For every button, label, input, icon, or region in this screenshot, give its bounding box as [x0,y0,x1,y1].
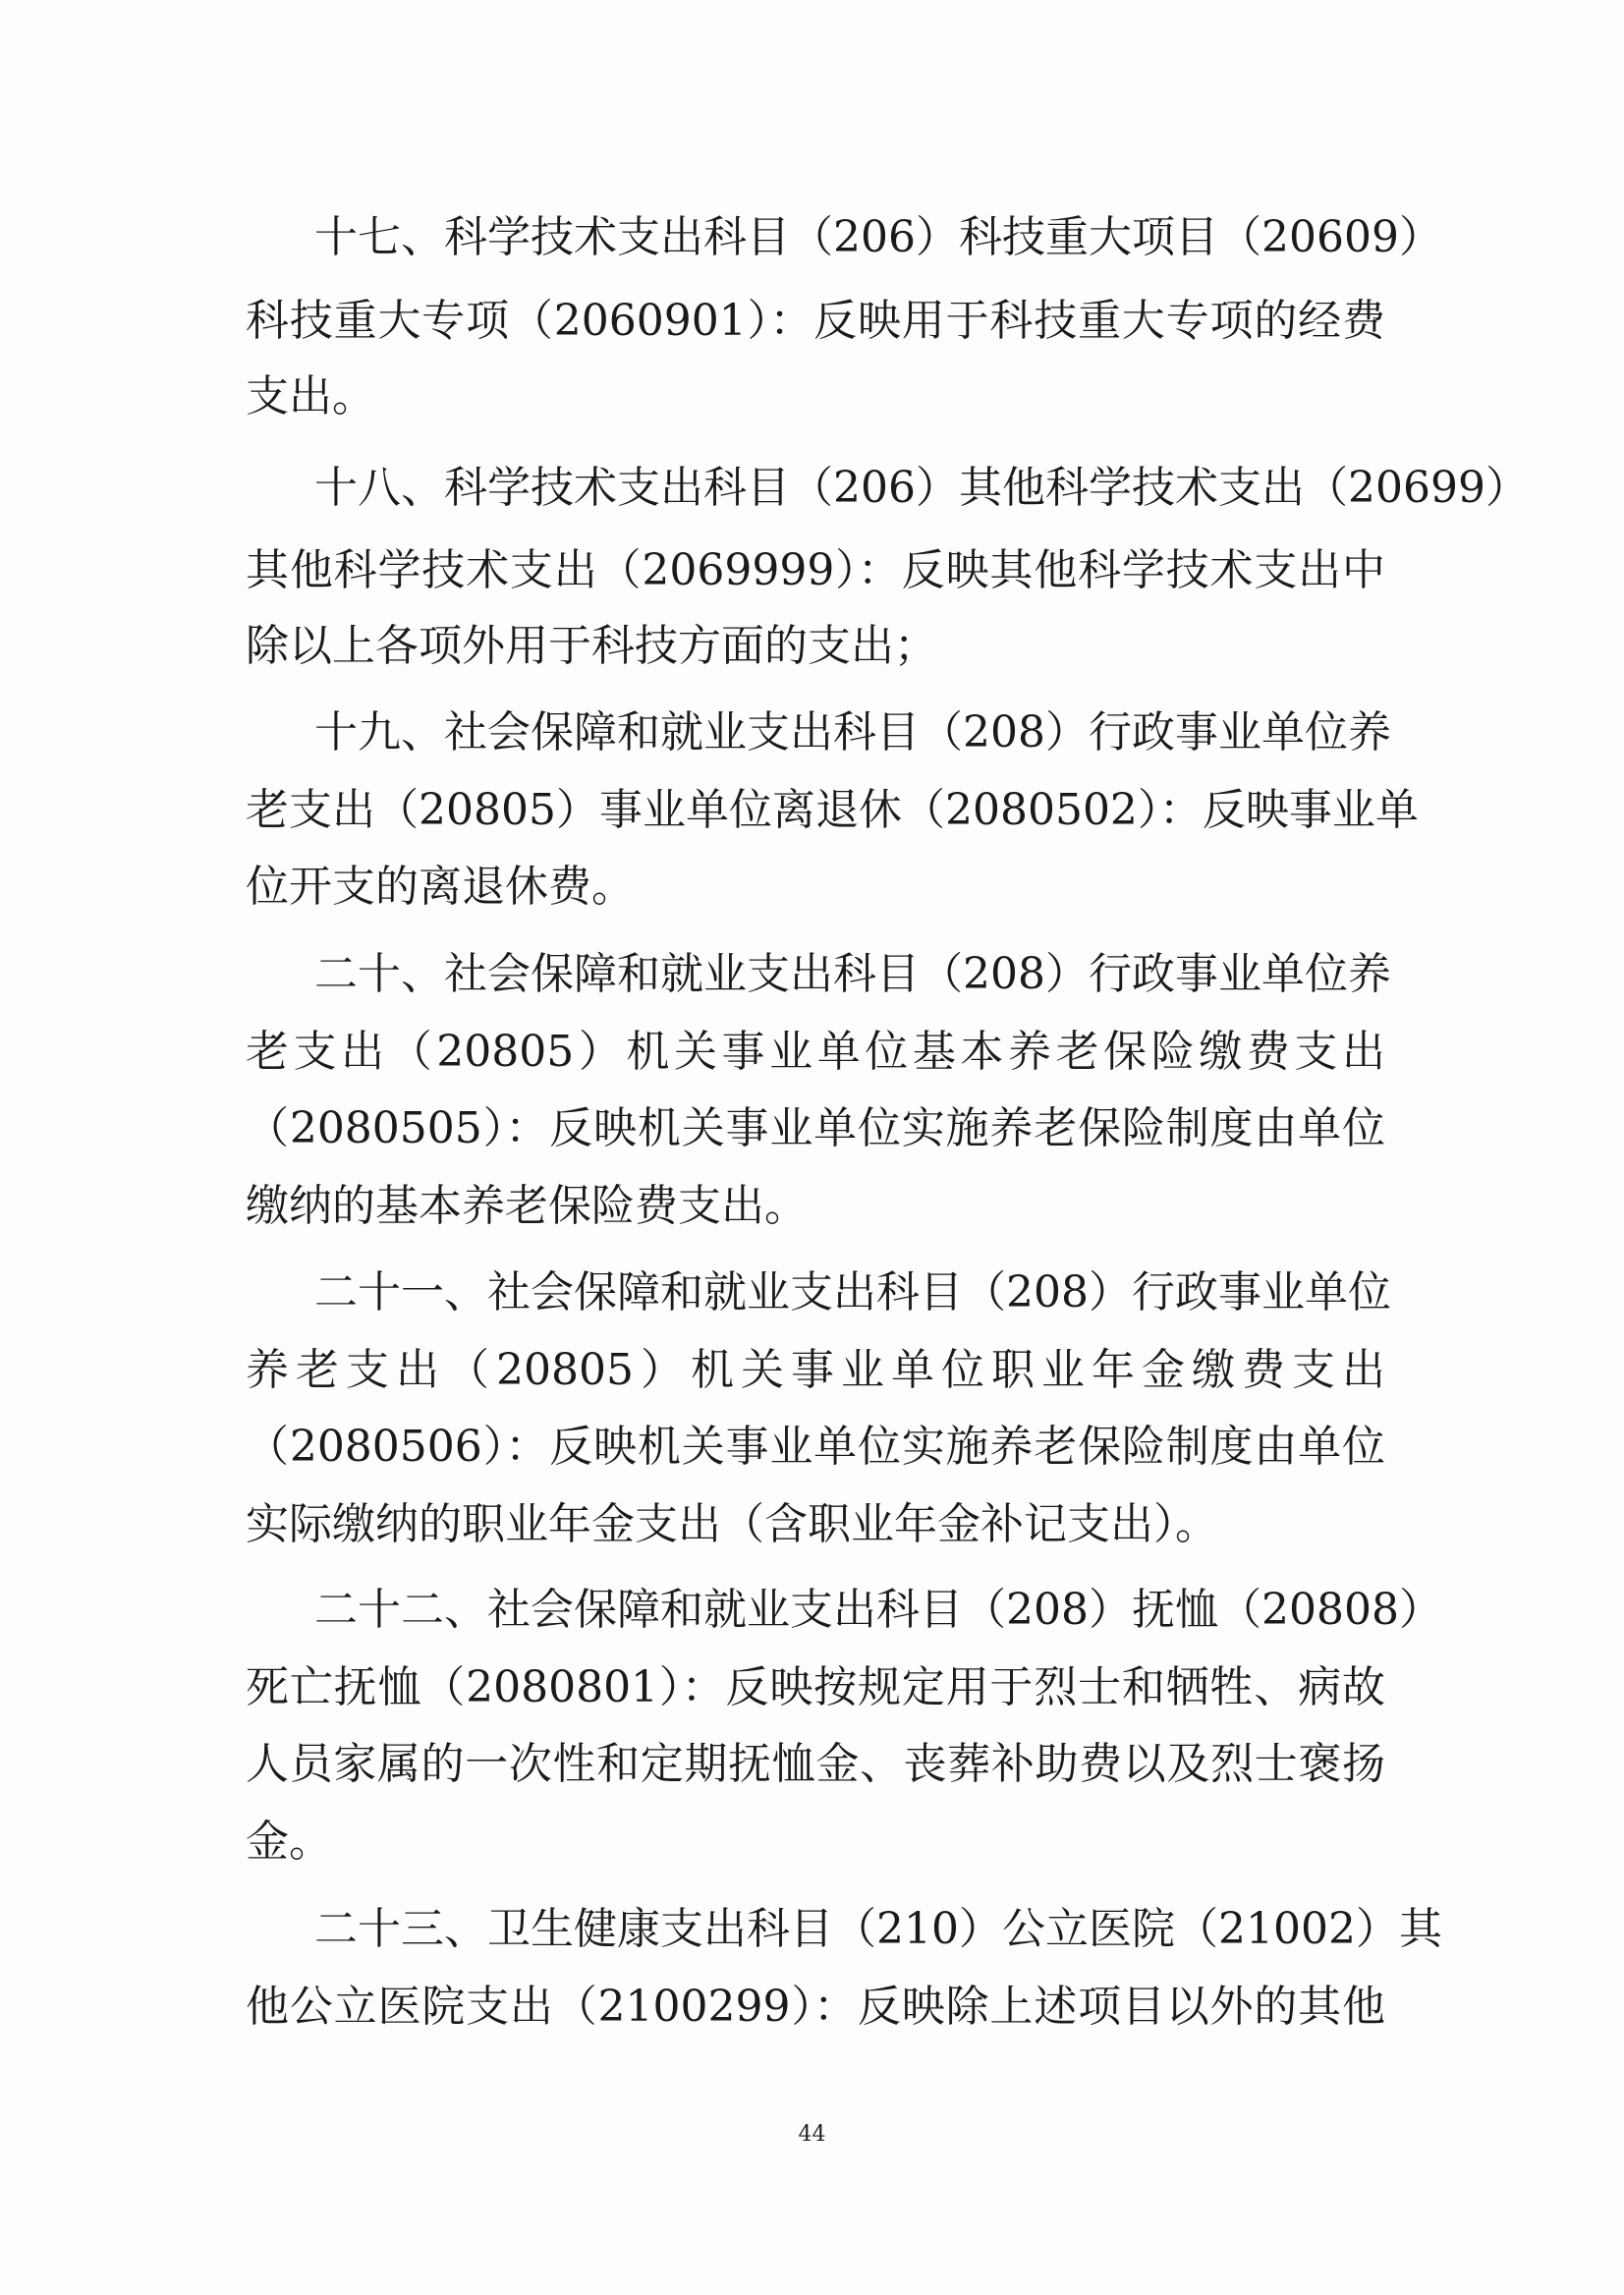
paragraph-20-line-2: 老支出（20805）机关事业单位基本养老保险缴费支出 [246,1027,1385,1077]
paragraph-19-line-1: 十九、社会保障和就业支出科目（208）行政事业单位养 [314,707,1391,757]
paragraph-19-line-2: 老支出（20805）事业单位离退休（2080502）：反映事业单 [246,785,1419,835]
paragraph-18-line-1: 十八、科学技术支出科目（206）其他科学技术支出（20699） [314,463,1529,513]
paragraph-18-line-3: 除以上各项外用于科技方面的支出； [246,621,937,671]
paragraph-20-line-1: 二十、社会保障和就业支出科目（208）行政事业单位养 [314,949,1391,999]
paragraph-19-line-3: 位开支的离退休费。 [246,862,635,912]
paragraph-17-line-3: 支出。 [246,371,375,421]
page-number: 44 [798,2122,826,2147]
paragraph-17-line-2: 科技重大专项（2060901）：反映用于科技重大专项的经费 [246,296,1385,346]
paragraph-22-line-2: 死亡抚恤（2080801）：反映按规定用于烈士和牺牲、病故 [246,1662,1385,1712]
paragraph-22-line-4: 金。 [246,1817,332,1867]
paragraph-21-line-3: （2080506）：反映机关事业单位实施养老保险制度由单位 [246,1422,1385,1472]
paragraph-23-line-2: 他公立医院支出（2100299）：反映除上述项目以外的其他 [246,1982,1385,2032]
paragraph-18-line-2: 其他科学技术支出（2069999）：反映其他科学技术支出中 [246,545,1385,595]
paragraph-20-line-3: （2080505）：反映机关事业单位实施养老保险制度由单位 [246,1103,1385,1153]
paragraph-20-line-4: 缴纳的基本养老保险费支出。 [246,1181,808,1231]
paragraph-17-line-1: 十七、科学技术支出科目（206）科技重大项目（20609） [314,212,1442,262]
paragraph-21-line-2: 养老支出（20805）机关事业单位职业年金缴费支出 [246,1345,1385,1395]
paragraph-22-line-3: 人员家属的一次性和定期抚恤金、丧葬补助费以及烈士褒扬 [246,1739,1385,1789]
paragraph-22-line-1: 二十二、社会保障和就业支出科目（208）抚恤（20808） [314,1585,1442,1635]
paragraph-23-line-1: 二十三、卫生健康支出科目（210）公立医院（21002）其 [314,1904,1442,1954]
paragraph-21-line-4: 实际缴纳的职业年金支出（含职业年金补记支出）。 [246,1499,1218,1549]
paragraph-21-line-1: 二十一、社会保障和就业支出科目（208）行政事业单位 [314,1267,1391,1317]
